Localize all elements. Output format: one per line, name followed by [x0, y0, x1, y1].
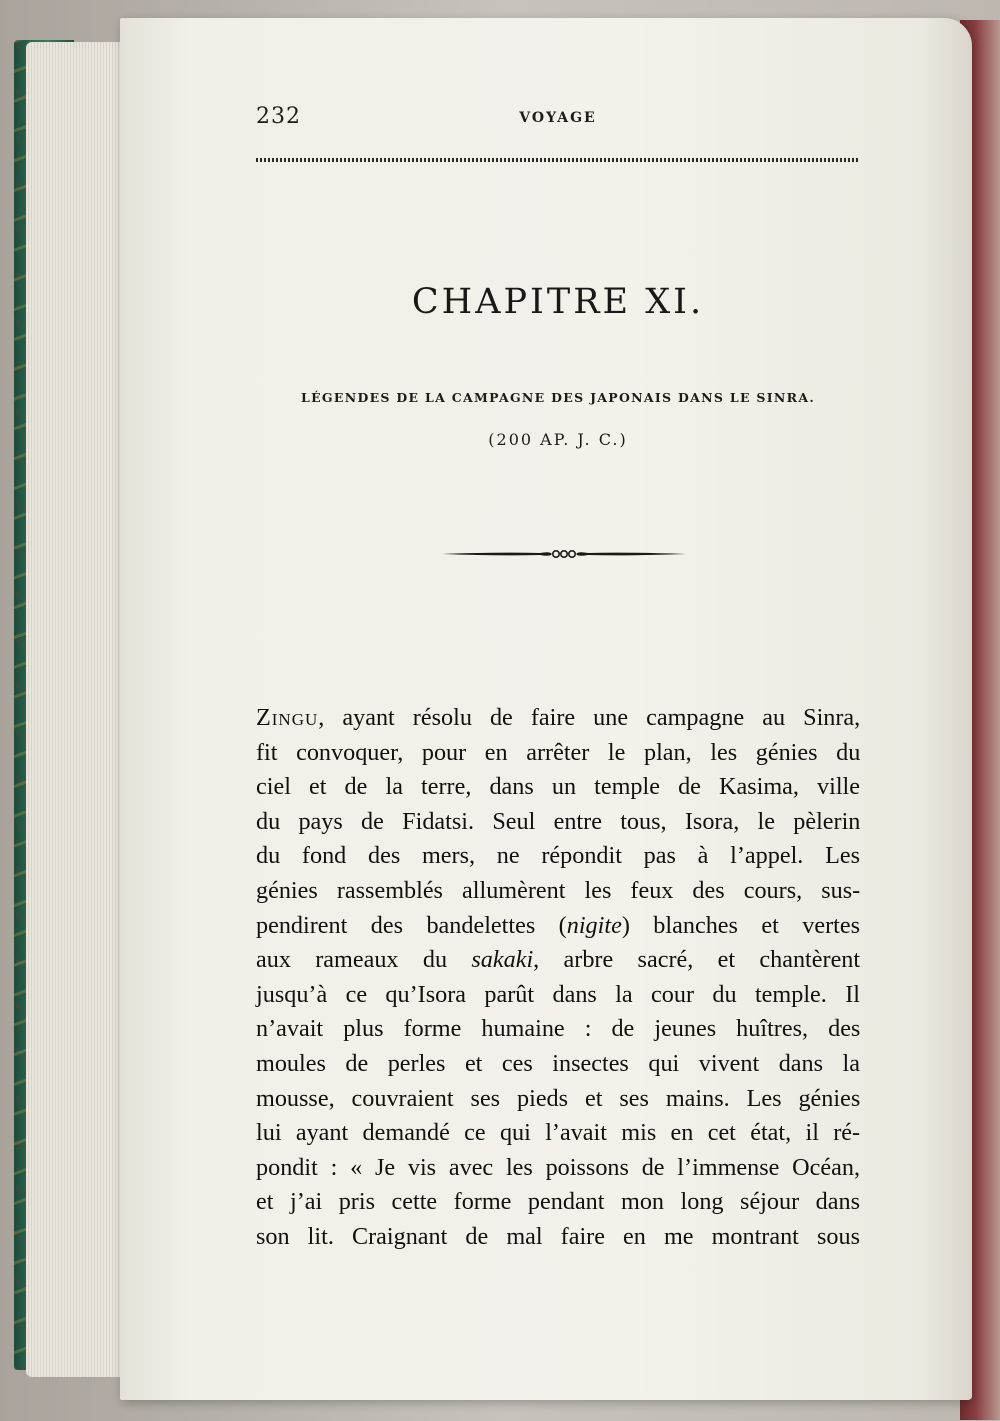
running-head	[256, 104, 860, 138]
text-line: pendirent des bandelettes (nigite) blanches et vertes	[256, 911, 861, 939]
dotted-rule	[256, 158, 860, 162]
text-line: du fond des mers, ne répondit pas à l’appel. Les	[256, 842, 860, 870]
chapter-date: (200 AP. J. C.)	[488, 430, 628, 449]
ornament-divider-icon	[440, 546, 688, 562]
body-paragraph	[256, 701, 860, 1255]
italic-term: sakaki	[471, 946, 534, 974]
chapter-title: CHAPITRE XI.	[411, 282, 705, 322]
text-line: du pays de Fidatsi. Seul entre tous, Isora, le pèlerin	[256, 807, 861, 835]
text-line: lui ayant demandé ce qui l’avait mis en cet état, il ré-	[256, 1119, 861, 1147]
text-line: mousse, couvraient ses pieds et ses mains. Les génies	[256, 1084, 861, 1112]
text-line: génies rassemblés allumèrent les feux des cours, sus-	[256, 876, 861, 904]
text-line: n’avait plus forme humaine : de jeunes huîtres, des	[256, 1015, 861, 1043]
text-line: fit convoquer, pour en arrêter le plan, les génies du	[256, 738, 861, 766]
text-line: moules de perles et ces insectes qui vivent dans la	[256, 1049, 860, 1077]
chapter-subtitle: LÉGENDES DE LA CAMPAGNE DES JAPONAIS DANS LE SINRA.	[301, 390, 815, 405]
text-line: jusqu’à ce qu’Isora parût dans la cour du temple. Il	[256, 980, 860, 1008]
page-number: 232	[256, 104, 301, 129]
text-line: son lit. Craignant de mal faire en me montrant sous	[256, 1222, 860, 1250]
running-title: VOYAGE	[519, 110, 597, 126]
text-line: et j’ai pris cette forme pendant mon long séjour dans	[256, 1188, 860, 1216]
text-line: ciel et de la terre, dans un temple de Kasima, ville	[256, 773, 860, 801]
lead-word: Zingu	[256, 704, 319, 731]
text-line: pondit : « Je vis avec les poissons de l’immense Océan,	[256, 1153, 860, 1181]
text-line: aux rameaux du sakaki, arbre sacré, et chantèrent	[256, 946, 861, 974]
italic-term: nigite	[566, 911, 622, 939]
text-line: Zingu, ayant résolu de faire une campagne au Sinra,	[256, 704, 861, 731]
